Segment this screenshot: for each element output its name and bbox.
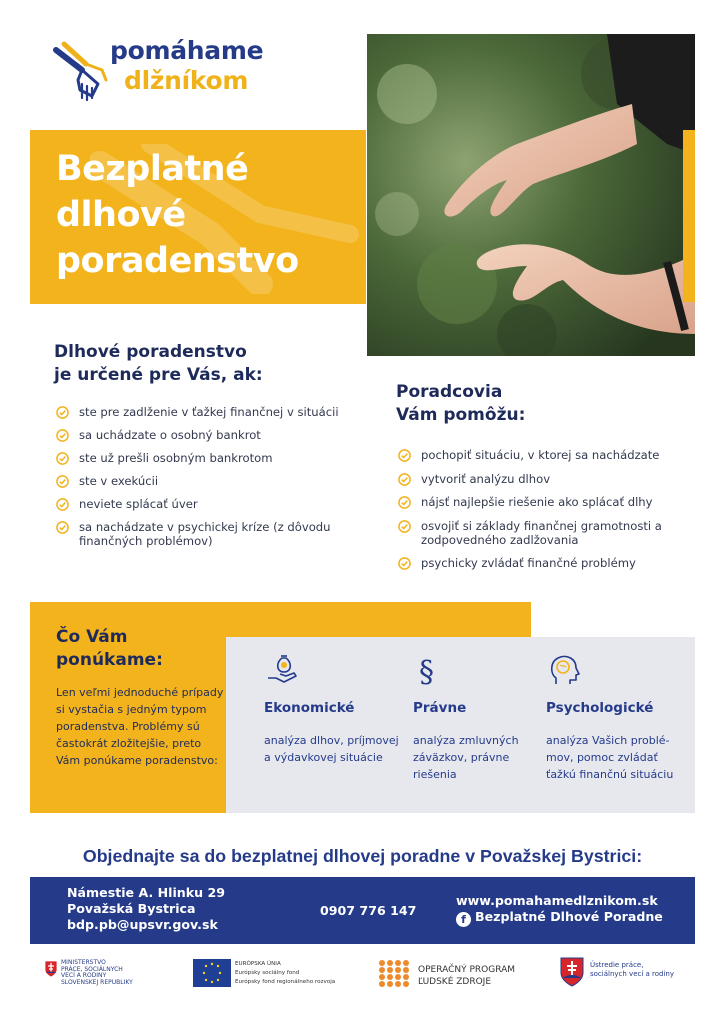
check-circle-icon (398, 496, 411, 509)
list-item: vytvoriť analýzu dlhov (396, 472, 696, 486)
list-item: ste pre zadlženie v ťažkej finančnej v situácii (54, 405, 354, 419)
service-title: Právne (413, 700, 467, 716)
contact-bar (30, 877, 695, 944)
hands-reaching-image (367, 34, 695, 356)
list-item: nájsť najlepšie riešenie ako splácať dlhy (396, 495, 696, 509)
photo-accent-stripe (683, 130, 695, 302)
facebook-icon: f (456, 912, 471, 927)
contact-email-link[interactable]: bdp.pb@upsvr.gov.sk (67, 917, 218, 932)
list-item: psychicky zvládať finančné problémy (396, 556, 696, 570)
right-heading-line-1: Poradcovia (396, 382, 503, 402)
list-item: neviete splácať úver (54, 497, 354, 511)
helping-hands-logo-icon (52, 40, 108, 102)
slovak-coat-of-arms-icon (44, 960, 58, 978)
dots-grid-icon (378, 959, 410, 989)
title-banner (30, 130, 366, 304)
paragraph-icon (413, 652, 449, 688)
advisors-help-list (396, 448, 696, 580)
check-circle-icon (56, 521, 69, 534)
service-title: Ekonomické (264, 700, 355, 716)
offer-heading-line-2: ponúkame: (56, 650, 163, 670)
check-circle-icon (398, 520, 411, 533)
left-section-heading (54, 341, 354, 387)
service-description: analýza zmluvných záväzkov, právne riešenia (413, 734, 519, 781)
contact-phone[interactable]: 0907 776 147 (320, 903, 417, 918)
left-heading-line-1: Dlhové poradenstvo (54, 342, 247, 362)
service-economic (264, 652, 404, 766)
check-circle-icon (398, 557, 411, 570)
logo-text-pomahame: pomáhame (110, 36, 264, 65)
money-hand-icon (264, 652, 300, 688)
list-item: osvojiť si základy finančnej gramotnosti a zodpovedného zadlžovania (396, 519, 696, 547)
check-circle-icon (398, 473, 411, 486)
offer-heading (56, 626, 163, 672)
ustredie-text: Ústredie práce, sociálnych vecí a rodiny (590, 961, 675, 978)
ministry-text: MINISTERSTVO PRÁCE, SOCIÁLNYCH VECÍ A RODINY SLOVENSKEJ REPUBLIKY (61, 959, 133, 986)
address-city: Považská Bystrica (67, 901, 196, 916)
call-to-action: Objednajte sa do bezplatnej dlhovej poradne v Považskej Bystrici: (82, 846, 643, 866)
list-item: sa nachádzate v psychickej kríze (z dôvodu finančných problémov) (54, 520, 354, 548)
check-circle-icon (398, 449, 411, 462)
eligibility-list (54, 405, 354, 557)
check-circle-icon (56, 452, 69, 465)
address-street: Námestie A. Hlinku 29 (67, 885, 226, 900)
service-title: Psychologické (546, 700, 654, 716)
service-description: analýza Vašich problé- mov, pomoc zvládať ťažkú finančnú situáciu (546, 734, 674, 781)
list-item: sa uchádzate o osobný bankrot (54, 428, 354, 442)
hands-photo (367, 34, 695, 356)
eu-flag-icon (193, 959, 231, 987)
contact-address (67, 885, 225, 933)
title-line-2: dlhové (56, 195, 186, 235)
right-heading-line-2: Vám pomôžu: (396, 405, 526, 425)
left-heading-line-2: je určené pre Vás, ak: (54, 365, 263, 385)
list-item: ste už prešli osobným bankrotom (54, 451, 354, 465)
website-link[interactable]: www.pomahamedlznikom.sk (456, 893, 658, 908)
brain-head-icon (546, 652, 582, 688)
title-line-1: Bezplatné (56, 149, 249, 189)
service-description: analýza dlhov, príjmovej a výdavkovej situácie (264, 734, 399, 764)
check-circle-icon (56, 498, 69, 511)
service-legal (413, 652, 553, 783)
slovak-shield-icon (560, 957, 584, 987)
check-circle-icon (56, 429, 69, 442)
page-title (56, 146, 299, 284)
offer-description: Len veľmi jednoduché prípady si vystačia s jedným typom poradenstva. Problémy sú častokrát zložitejšie, preto Vám ponúkame poradenstvo: (56, 686, 224, 767)
check-circle-icon (56, 406, 69, 419)
facebook-label: Bezplatné Dlhové Poradne (475, 909, 663, 924)
operational-program-text: OPERAČNÝ PROGRAM ĽUDSKÉ ZDROJE (418, 965, 516, 987)
list-item: pochopiť situáciu, v ktorej sa nachádzate (396, 448, 696, 462)
right-section-heading (396, 381, 696, 427)
eu-text: EURÓPSKA ÚNIA Európsky sociálny fond Európsky fond regionálneho rozvoja (235, 961, 336, 985)
brand-logo (52, 34, 272, 106)
offer-heading-line-1: Čo Vám (56, 627, 128, 647)
list-item: ste v exekúcii (54, 474, 354, 488)
facebook-link[interactable] (456, 909, 663, 927)
svg-text:§: § (419, 655, 434, 688)
check-circle-icon (56, 475, 69, 488)
logo-text-dlznikom: dlžníkom (124, 66, 249, 95)
title-line-3: poradenstvo (56, 241, 299, 281)
service-psychological (546, 652, 686, 783)
